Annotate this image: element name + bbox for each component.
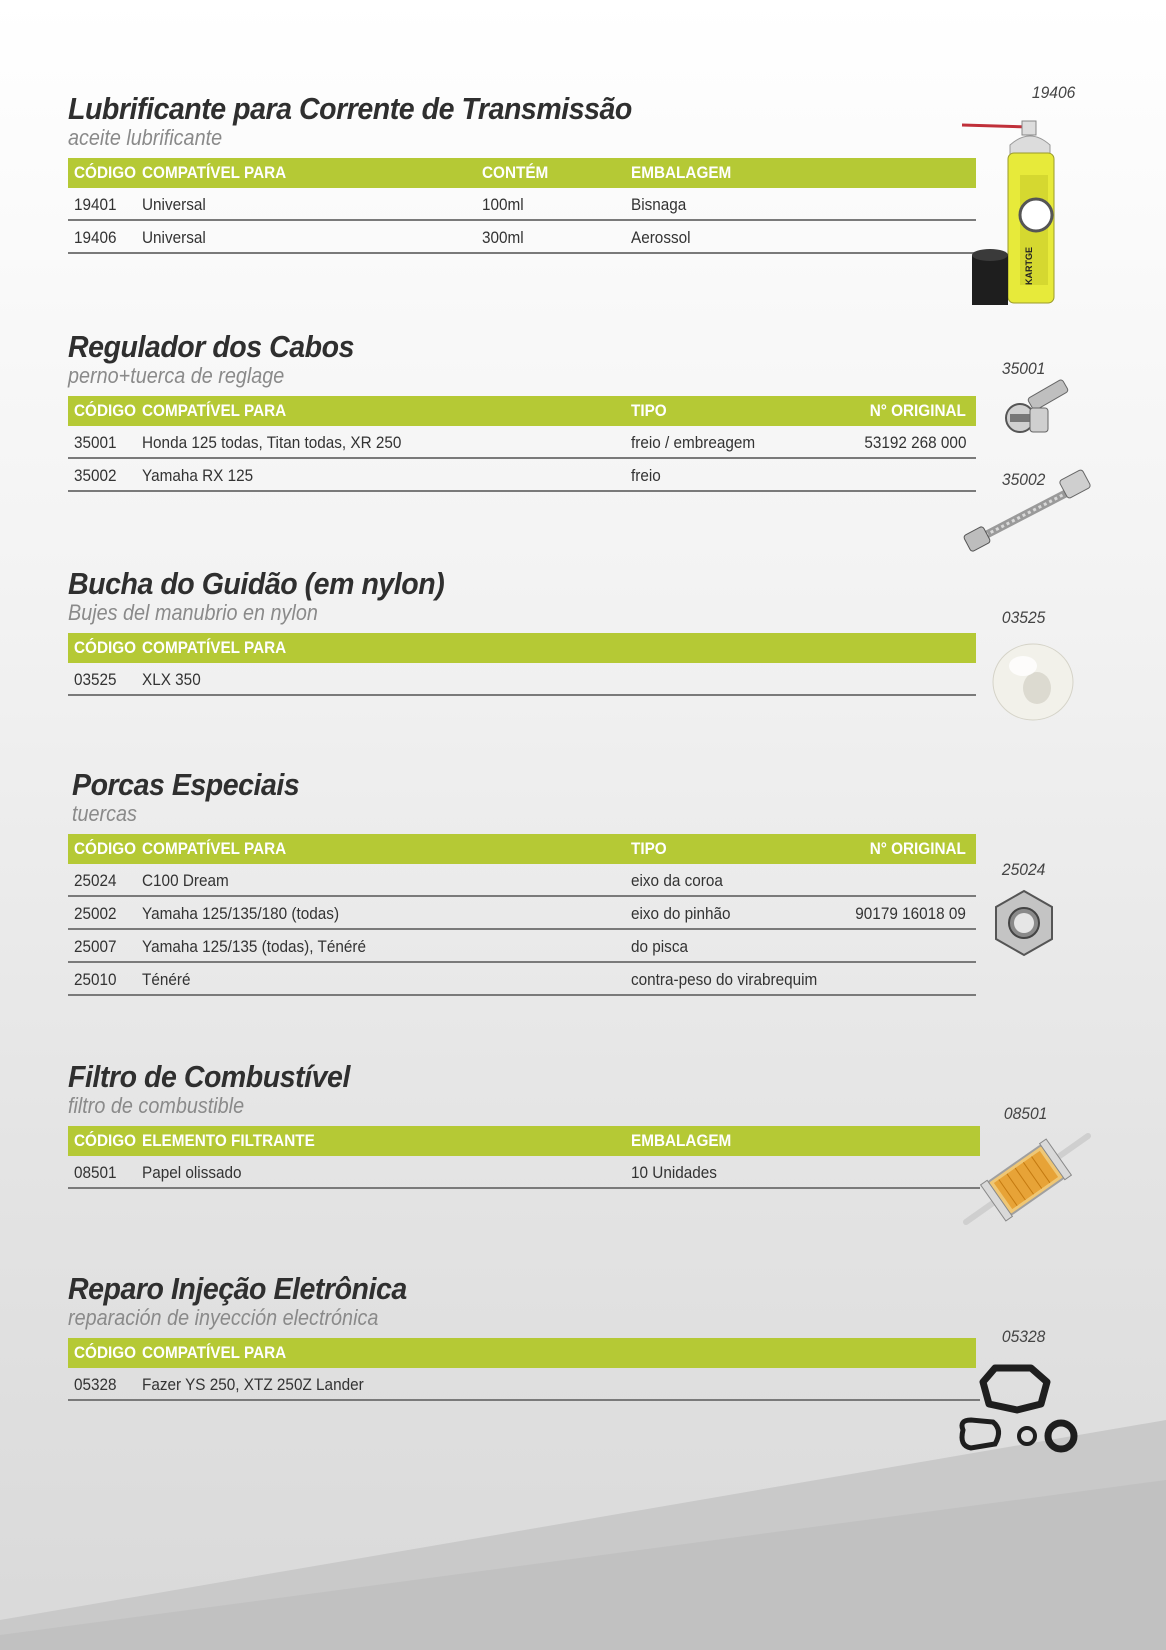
header-embalagem: EMBALAGEM [631, 163, 732, 182]
section-lubricant [68, 92, 980, 254]
header-compativel: COMPATÍVEL PARA [142, 401, 287, 420]
cell-compat: Universal [142, 195, 206, 214]
section-subtitle: reparación de inyección electrónica [68, 1305, 379, 1330]
section-subtitle: aceite lubrificante [68, 125, 223, 150]
cell-code: 05328 [74, 1375, 117, 1394]
nylon-bushing-icon [985, 636, 1085, 726]
cable-adjuster-bolt-icon [990, 378, 1090, 448]
header-contem: CONTÉM [482, 163, 549, 182]
cell-code: 19401 [74, 195, 117, 214]
table-header [68, 1126, 980, 1156]
cell-contem: 300ml [482, 228, 524, 247]
header-original: N° ORIGINAL [869, 401, 966, 420]
table-row [68, 1368, 980, 1401]
product-code-label: 25024 [1001, 860, 1046, 879]
cell-compat: Yamaha 125/135 (todas), Ténéré [142, 937, 366, 956]
section-fuel-filter [68, 1060, 980, 1189]
cell-embalagem: 10 Unidades [631, 1163, 717, 1182]
section-title: Reparo Injeção Eletrônica [68, 1271, 407, 1306]
section-title: Filtro de Combustível [68, 1059, 350, 1094]
header-compativel: COMPATÍVEL PARA [142, 638, 287, 657]
cell-code: 25010 [74, 970, 117, 989]
cell-code: 35001 [74, 433, 117, 452]
cell-code: 25024 [74, 871, 117, 890]
cell-compat: Yamaha RX 125 [142, 466, 254, 485]
cell-compat: Honda 125 todas, Titan todas, XR 250 [142, 433, 402, 452]
cell-tipo: contra-peso do virabrequim [631, 970, 818, 989]
header-compativel: COMPATÍVEL PARA [142, 163, 287, 182]
lubricant-spray-can-icon [960, 115, 1090, 315]
table-header [68, 396, 976, 426]
cell-compat: C100 Dream [142, 871, 229, 890]
table-row [68, 930, 976, 963]
table-row [68, 663, 976, 696]
product-code-label: 35002 [1001, 470, 1046, 489]
cell-compat: Fazer YS 250, XTZ 250Z Lander [142, 1375, 364, 1394]
cell-tipo: eixo da coroa [631, 871, 723, 890]
section-subtitle: tuercas [72, 801, 137, 826]
cell-embalagem: Aerossol [631, 228, 691, 247]
header-elemento: ELEMENTO FILTRANTE [142, 1131, 315, 1150]
header-embalagem: EMBALAGEM [631, 1131, 732, 1150]
section-subtitle: Bujes del manubrio en nylon [68, 600, 318, 625]
cell-code: 35002 [74, 466, 117, 485]
header-codigo: CÓDIGO [74, 1343, 137, 1362]
cell-compat: Yamaha 125/135/180 (todas) [142, 904, 340, 923]
cell-original: 90179 16018 09 [855, 904, 966, 923]
cell-compat: XLX 350 [142, 670, 201, 689]
table-row [68, 864, 976, 897]
product-code-label: 03525 [1001, 608, 1046, 627]
header-compativel: COMPATÍVEL PARA [142, 1343, 287, 1362]
table-header [68, 158, 976, 188]
header-compativel: COMPATÍVEL PARA [142, 839, 287, 858]
cell-tipo: eixo do pinhão [631, 904, 731, 923]
section-title: Lubrificante para Corrente de Transmissão [68, 91, 632, 126]
header-codigo: CÓDIGO [74, 839, 137, 858]
cell-elemento: Papel olissado [142, 1163, 242, 1182]
section-title: Regulador dos Cabos [68, 329, 355, 364]
product-code-label: 19406 [1031, 83, 1076, 102]
section-special-nuts [68, 768, 980, 996]
cell-embalagem: Bisnaga [631, 195, 687, 214]
table-row [68, 426, 976, 459]
table-row [68, 963, 976, 996]
cell-compat: Universal [142, 228, 206, 247]
product-code-label: 05328 [1001, 1327, 1046, 1346]
section-title: Porcas Especiais [72, 767, 300, 802]
header-codigo: CÓDIGO [74, 1131, 137, 1150]
cell-tipo: freio / embreagem [631, 433, 756, 452]
header-original: N° ORIGINAL [869, 839, 966, 858]
section-subtitle: perno+tuerca de reglage [68, 363, 285, 388]
product-code-label: 08501 [1003, 1104, 1048, 1123]
cell-compat: Ténéré [142, 970, 191, 989]
table-row [68, 897, 976, 930]
fuel-filter-icon [960, 1130, 1096, 1230]
header-tipo: TIPO [631, 401, 667, 420]
cell-tipo: freio [631, 466, 661, 485]
table-header [68, 834, 976, 864]
section-subtitle: filtro de combustible [68, 1093, 245, 1118]
table-row [68, 459, 976, 492]
gasket-set-icon [955, 1360, 1085, 1460]
section-injection-repair [68, 1272, 980, 1401]
cell-code: 25007 [74, 937, 117, 956]
cell-contem: 100ml [482, 195, 524, 214]
cell-tipo: do pisca [631, 937, 688, 956]
header-codigo: CÓDIGO [74, 638, 137, 657]
long-adjuster-bolt-icon [962, 468, 1097, 558]
header-codigo: CÓDIGO [74, 163, 137, 182]
product-code-label: 35001 [1001, 359, 1046, 378]
header-codigo: CÓDIGO [74, 401, 137, 420]
table-row [68, 1156, 980, 1189]
cell-code: 19406 [74, 228, 117, 247]
section-title: Bucha do Guidão (em nylon) [68, 566, 445, 601]
table-header [68, 633, 976, 663]
header-tipo: TIPO [631, 839, 667, 858]
cell-code: 25002 [74, 904, 117, 923]
cell-code: 03525 [74, 670, 117, 689]
cell-code: 08501 [74, 1163, 117, 1182]
section-cable-regulator [68, 330, 980, 492]
table-row [68, 188, 976, 221]
table-row [68, 221, 976, 254]
svg-text:KARTGE: KARTGE [1024, 247, 1034, 285]
section-handlebar-bushing [68, 567, 980, 696]
cell-original: 53192 268 000 [863, 433, 966, 452]
hex-nut-icon [988, 887, 1060, 959]
table-header [68, 1338, 976, 1368]
